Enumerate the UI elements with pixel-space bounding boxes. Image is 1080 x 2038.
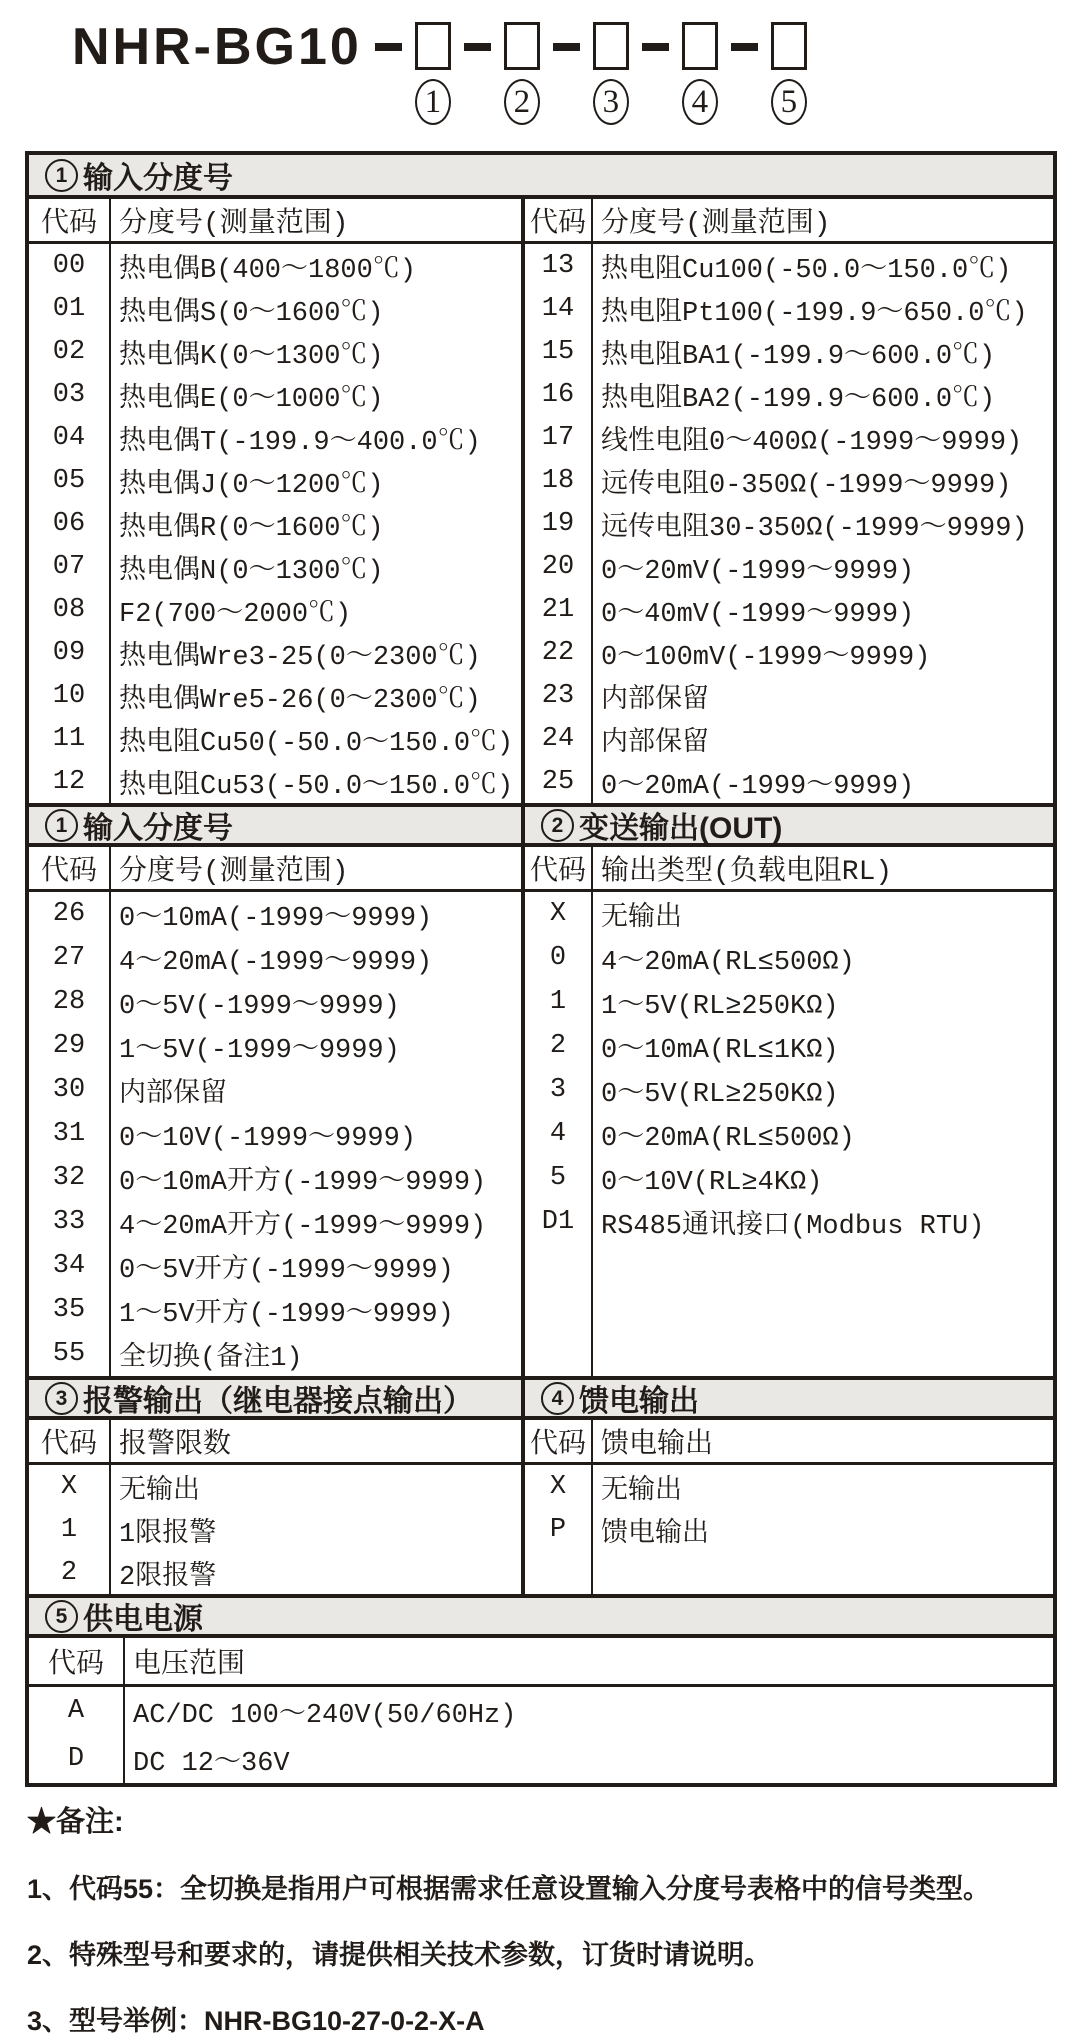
row-code: X bbox=[60, 1471, 78, 1502]
row-desc: DC 12～36V bbox=[133, 1749, 290, 1779]
model-slot-box bbox=[504, 22, 540, 70]
note-item: 1、代码55：全切换是指用户可根据需求任意设置输入分度号表格中的信号类型。 bbox=[27, 1874, 991, 1904]
row-desc: 0～100mV(-1999～9999) bbox=[601, 642, 931, 673]
table-row bbox=[29, 1112, 521, 1156]
row-desc: 热电偶S(0～1600℃) bbox=[119, 298, 384, 329]
row-code: 10 bbox=[52, 680, 86, 711]
row-code: 07 bbox=[52, 551, 86, 582]
model-slot-number: 1 bbox=[415, 79, 451, 125]
circled-number-icon: 1 bbox=[45, 159, 78, 192]
row-code: 35 bbox=[52, 1295, 86, 1325]
row-desc: 远传电阻30-350Ω(-1999～9999) bbox=[601, 513, 1028, 544]
row-desc: 热电阻BA1(-199.9～600.0℃) bbox=[601, 341, 996, 372]
table-row bbox=[525, 1156, 1053, 1200]
row-code: X bbox=[549, 899, 567, 929]
row-desc: 0～10V(-1999～9999) bbox=[119, 1124, 417, 1154]
row-code: 18 bbox=[541, 465, 575, 496]
table-row bbox=[525, 892, 1053, 936]
table-rows bbox=[525, 892, 1053, 1244]
model-slot-group bbox=[451, 22, 540, 125]
table-row bbox=[525, 545, 1053, 588]
section-bar-transmit-output bbox=[521, 803, 1053, 847]
row-desc: 0～5V开方(-1999～9999) bbox=[119, 1256, 454, 1286]
table-row bbox=[29, 459, 521, 502]
table-row bbox=[29, 1332, 521, 1376]
row-code: D1 bbox=[541, 1207, 575, 1237]
row-code: 16 bbox=[541, 379, 575, 410]
table-row bbox=[29, 892, 521, 936]
table-row bbox=[29, 1288, 521, 1332]
model-slot-group bbox=[629, 22, 718, 125]
row-code: 14 bbox=[541, 293, 575, 324]
table-row bbox=[29, 1068, 521, 1112]
column-header-range: 分度号(测量范围) bbox=[119, 857, 349, 888]
row-code: 0 bbox=[549, 943, 567, 973]
row-desc: 热电阻Cu100(-50.0～150.0℃) bbox=[601, 255, 1012, 286]
table-row bbox=[29, 1024, 521, 1068]
row-code: 09 bbox=[52, 637, 86, 668]
row-desc: 无输出 bbox=[601, 1476, 682, 1507]
circled-number-icon: 1 bbox=[45, 809, 78, 842]
row-code: 15 bbox=[541, 336, 575, 367]
row-desc: 远传电阻0-350Ω(-1999～9999) bbox=[601, 470, 1012, 501]
row-desc: 0～5V(RL≥250KΩ) bbox=[601, 1080, 839, 1110]
row-desc: 1～5V(RL≥250KΩ) bbox=[601, 992, 839, 1022]
model-slot-list bbox=[362, 22, 807, 125]
row-desc: 全切换(备注1) bbox=[119, 1344, 303, 1374]
remarks-list bbox=[27, 1867, 1080, 2038]
model-slot bbox=[415, 22, 451, 125]
section-alarm-and-feed-output bbox=[29, 1376, 1053, 1594]
table-row bbox=[29, 760, 521, 803]
row-code: 01 bbox=[52, 293, 86, 324]
transmit-output-table bbox=[521, 847, 1053, 1376]
section-input-division-1 bbox=[29, 155, 1053, 803]
row-desc: 1～5V开方(-1999～9999) bbox=[119, 1300, 454, 1330]
row-desc: 馈电输出 bbox=[601, 1519, 709, 1550]
section-columns bbox=[29, 1420, 1053, 1594]
row-code: 2 bbox=[549, 1031, 567, 1061]
dash-separator bbox=[375, 43, 402, 51]
table-row bbox=[29, 1735, 1053, 1783]
table-row bbox=[29, 1465, 521, 1508]
section-bar-input-division-2 bbox=[29, 803, 521, 847]
row-code: 34 bbox=[52, 1251, 86, 1281]
spec-table bbox=[25, 151, 1057, 1787]
table-rows bbox=[525, 244, 1053, 803]
section-bar-feed-output bbox=[521, 1376, 1053, 1420]
row-code: 31 bbox=[52, 1119, 86, 1149]
column-header-range: 分度号(测量范围) bbox=[119, 209, 349, 240]
column-header-output-type: 输出类型(负载电阻RL) bbox=[601, 857, 893, 888]
table-row bbox=[525, 717, 1053, 760]
section-columns bbox=[29, 847, 1053, 1376]
table-rows bbox=[29, 1687, 1053, 1783]
row-desc: 热电偶K(0～1300℃) bbox=[119, 341, 384, 372]
row-desc: 热电阻Pt100(-199.9～650.0℃) bbox=[601, 298, 1028, 329]
section-bar-input-division bbox=[29, 155, 1053, 199]
table-row bbox=[29, 330, 521, 373]
circled-number-icon: 4 bbox=[541, 1382, 574, 1415]
row-desc: 0～20mV(-1999～9999) bbox=[601, 556, 915, 587]
row-code: D bbox=[67, 1744, 85, 1774]
table-row bbox=[29, 545, 521, 588]
section-bar-row bbox=[29, 803, 1053, 847]
table-row bbox=[525, 287, 1053, 330]
table-row bbox=[525, 502, 1053, 545]
row-code: 29 bbox=[52, 1031, 86, 1061]
row-desc: 4～20mA(-1999～9999) bbox=[119, 948, 433, 978]
row-code: 30 bbox=[52, 1075, 86, 1105]
table-header-row bbox=[29, 1638, 1053, 1687]
column-header-code: 代码 bbox=[40, 209, 97, 240]
table-row bbox=[29, 1551, 521, 1594]
row-desc: AC/DC 100～240V(50/60Hz) bbox=[133, 1701, 517, 1731]
model-slot-group bbox=[718, 22, 807, 125]
column-header-alarm-limit: 报警限数 bbox=[119, 1430, 232, 1461]
table-row bbox=[29, 373, 521, 416]
input-division-right-table bbox=[521, 199, 1053, 803]
row-code: 5 bbox=[549, 1163, 567, 1193]
row-code: 21 bbox=[541, 594, 575, 625]
model-number-diagram bbox=[0, 0, 1080, 125]
table-row bbox=[29, 1156, 521, 1200]
row-desc: 热电阻Cu50(-50.0～150.0℃) bbox=[119, 728, 514, 759]
model-slot-number: 3 bbox=[593, 79, 629, 125]
table-rows bbox=[29, 892, 521, 1376]
model-slot bbox=[593, 22, 629, 125]
table-row bbox=[525, 1112, 1053, 1156]
row-code: 17 bbox=[541, 422, 575, 453]
row-desc: 0～5V(-1999～9999) bbox=[119, 992, 400, 1022]
model-slot-box bbox=[771, 22, 807, 70]
row-desc: 1～5V(-1999～9999) bbox=[119, 1036, 400, 1066]
table-row bbox=[29, 1508, 521, 1551]
row-desc: 内部保留 bbox=[119, 1080, 227, 1110]
row-code: 27 bbox=[52, 943, 86, 973]
row-code: 23 bbox=[541, 680, 575, 711]
column-header-feed-output: 馈电输出 bbox=[601, 1430, 714, 1461]
row-code: 20 bbox=[541, 551, 575, 582]
table-row bbox=[525, 980, 1053, 1024]
table-row bbox=[525, 1068, 1053, 1112]
table-row bbox=[29, 244, 521, 287]
row-desc: 0～20mA(RL≤500Ω) bbox=[601, 1124, 855, 1154]
section-bar-row bbox=[29, 1376, 1053, 1420]
row-code: 28 bbox=[52, 987, 86, 1017]
alarm-output-table bbox=[29, 1420, 521, 1594]
dash-separator bbox=[553, 43, 580, 51]
row-desc: 0～10V(RL≥4KΩ) bbox=[601, 1168, 823, 1198]
table-rows bbox=[525, 1465, 1053, 1551]
row-desc: 热电偶Wre5-26(0～2300℃) bbox=[119, 685, 481, 716]
table-row bbox=[525, 674, 1053, 717]
table-header-row bbox=[29, 847, 521, 892]
column-header-code: 代码 bbox=[40, 1430, 97, 1461]
input-division-left-table bbox=[29, 199, 521, 803]
column-header-code: 代码 bbox=[40, 857, 97, 888]
section-bar-label: 供电电源 bbox=[83, 1603, 203, 1636]
row-desc: 热电阻BA2(-199.9～600.0℃) bbox=[601, 384, 996, 415]
table-row bbox=[525, 588, 1053, 631]
row-code: 11 bbox=[52, 723, 86, 754]
row-code: P bbox=[549, 1514, 567, 1545]
table-header-row bbox=[29, 1420, 521, 1465]
section-input-division-2-and-output bbox=[29, 803, 1053, 1376]
table-row bbox=[29, 416, 521, 459]
row-desc: 0～40mV(-1999～9999) bbox=[601, 599, 915, 630]
table-row bbox=[525, 1200, 1053, 1244]
row-code: X bbox=[549, 1471, 567, 1502]
row-desc: 0～10mA(RL≤1KΩ) bbox=[601, 1036, 839, 1066]
row-desc: 0～20mA(-1999～9999) bbox=[601, 771, 915, 802]
model-slot-number: 4 bbox=[682, 79, 718, 125]
model-slot-group bbox=[540, 22, 629, 125]
row-desc: 热电阻Cu53(-50.0～150.0℃) bbox=[119, 771, 514, 802]
table-row bbox=[29, 717, 521, 760]
column-header-voltage-range: 电压范围 bbox=[133, 1650, 246, 1681]
table-row bbox=[525, 459, 1053, 502]
table-row bbox=[525, 1508, 1053, 1551]
model-slot-box bbox=[682, 22, 718, 70]
table-row bbox=[29, 287, 521, 330]
dash-separator bbox=[464, 43, 491, 51]
table-row bbox=[29, 980, 521, 1024]
table-row bbox=[525, 631, 1053, 674]
row-desc: 1限报警 bbox=[119, 1519, 217, 1550]
row-code: 03 bbox=[52, 379, 86, 410]
remarks-section bbox=[27, 1799, 1080, 2038]
column-header-code: 代码 bbox=[529, 1430, 586, 1461]
row-code: 26 bbox=[52, 899, 86, 929]
dash-separator bbox=[731, 43, 758, 51]
table-row bbox=[525, 330, 1053, 373]
row-code: 13 bbox=[541, 250, 575, 281]
row-code: 12 bbox=[52, 766, 86, 797]
row-code: 33 bbox=[52, 1207, 86, 1237]
table-row bbox=[29, 674, 521, 717]
column-header-code: 代码 bbox=[529, 857, 586, 888]
model-slot bbox=[682, 22, 718, 125]
row-code: 4 bbox=[549, 1119, 567, 1149]
circled-number-icon: 3 bbox=[45, 1382, 78, 1415]
section-power-supply bbox=[29, 1594, 1053, 1783]
table-row bbox=[525, 1465, 1053, 1508]
note-item: 3、型号举例：NHR-BG10-27-0-2-X-A bbox=[27, 2006, 485, 2036]
table-header-row bbox=[525, 847, 1053, 892]
section-bar-alarm-output bbox=[29, 1376, 521, 1420]
model-slot-number: 5 bbox=[771, 79, 807, 125]
row-code: 08 bbox=[52, 594, 86, 625]
section-bar-label: 馈电输出 bbox=[579, 1385, 699, 1418]
row-code: 04 bbox=[52, 422, 86, 453]
table-row bbox=[525, 244, 1053, 287]
row-desc: 2限报警 bbox=[119, 1562, 217, 1593]
row-desc: 0～10mA开方(-1999～9999) bbox=[119, 1168, 487, 1198]
table-row bbox=[29, 1200, 521, 1244]
circled-number-icon: 5 bbox=[45, 1600, 78, 1633]
table-row bbox=[29, 588, 521, 631]
row-desc: 热电偶J(0～1200℃) bbox=[119, 470, 384, 501]
row-code: 00 bbox=[52, 250, 86, 281]
row-desc: 4～20mA开方(-1999～9999) bbox=[119, 1212, 487, 1242]
row-code: 1 bbox=[60, 1514, 78, 1545]
model-slot-group bbox=[362, 22, 451, 125]
section-bar-label: 输入分度号 bbox=[83, 812, 233, 845]
section-bar-label: 变送输出(OUT) bbox=[579, 812, 783, 845]
table-row bbox=[29, 502, 521, 545]
table-header-row bbox=[525, 199, 1053, 244]
product-model-title: NHR-BG10 bbox=[72, 18, 362, 76]
column-header-code: 代码 bbox=[47, 1650, 104, 1681]
row-desc: 线性电阻0～400Ω(-1999～9999) bbox=[601, 427, 1023, 458]
row-desc: 热电偶E(0～1000℃) bbox=[119, 384, 384, 415]
row-desc: F2(700～2000℃) bbox=[119, 599, 352, 630]
row-code: 19 bbox=[541, 508, 575, 539]
model-slot bbox=[771, 22, 807, 125]
table-row bbox=[525, 373, 1053, 416]
section-bar-label: 输入分度号 bbox=[83, 162, 233, 195]
section-columns bbox=[29, 199, 1053, 803]
table-row bbox=[29, 1687, 1053, 1735]
row-desc: 热电偶T(-199.9～400.0℃) bbox=[119, 427, 481, 458]
row-code: 3 bbox=[549, 1075, 567, 1105]
model-slot bbox=[504, 22, 540, 125]
column-header-range: 分度号(测量范围) bbox=[601, 209, 831, 240]
table-row bbox=[29, 631, 521, 674]
table-row bbox=[29, 1244, 521, 1288]
row-desc: 4～20mA(RL≤500Ω) bbox=[601, 948, 855, 978]
row-code: 32 bbox=[52, 1163, 86, 1193]
row-code: 06 bbox=[52, 508, 86, 539]
row-code: A bbox=[67, 1696, 85, 1726]
row-code: 05 bbox=[52, 465, 86, 496]
row-code: 1 bbox=[549, 987, 567, 1017]
power-supply-table bbox=[29, 1638, 1053, 1783]
circled-number-icon: 2 bbox=[541, 809, 574, 842]
row-desc: 无输出 bbox=[119, 1476, 200, 1507]
input-division-2-table bbox=[29, 847, 521, 1376]
remarks-heading: ★备注: bbox=[27, 1806, 124, 1838]
row-desc: 内部保留 bbox=[601, 728, 709, 759]
feed-output-table bbox=[521, 1420, 1053, 1594]
row-desc: 0～10mA(-1999～9999) bbox=[119, 904, 433, 934]
table-row bbox=[29, 936, 521, 980]
note-item: 2、特殊型号和要求的，请提供相关技术参数，订货时请说明。 bbox=[27, 1940, 772, 1970]
section-bar-power-supply bbox=[29, 1594, 1053, 1638]
row-desc: 热电偶N(0～1300℃) bbox=[119, 556, 384, 587]
row-desc: 热电偶Wre3-25(0～2300℃) bbox=[119, 642, 481, 673]
model-slot-box bbox=[415, 22, 451, 70]
model-slot-number: 2 bbox=[504, 79, 540, 125]
table-header-row bbox=[29, 199, 521, 244]
row-desc: RS485通讯接口(Modbus RTU) bbox=[601, 1212, 985, 1242]
table-header-row bbox=[525, 1420, 1053, 1465]
row-code: 22 bbox=[541, 637, 575, 668]
row-code: 25 bbox=[541, 766, 575, 797]
table-rows bbox=[29, 1465, 521, 1594]
table-row bbox=[525, 1024, 1053, 1068]
section-bar-label: 报警输出（继电器接点输出） bbox=[83, 1385, 473, 1418]
row-desc: 无输出 bbox=[601, 904, 682, 934]
row-code: 02 bbox=[52, 336, 86, 367]
table-row bbox=[525, 936, 1053, 980]
table-row bbox=[525, 416, 1053, 459]
table-rows bbox=[29, 244, 521, 803]
row-desc: 热电偶R(0～1600℃) bbox=[119, 513, 384, 544]
row-desc: 热电偶B(400～1800℃) bbox=[119, 255, 417, 286]
table-row bbox=[525, 760, 1053, 803]
row-code: 55 bbox=[52, 1339, 86, 1369]
row-code: 2 bbox=[60, 1557, 78, 1588]
dash-separator bbox=[642, 43, 669, 51]
row-desc: 内部保留 bbox=[601, 685, 709, 716]
model-slot-box bbox=[593, 22, 629, 70]
column-header-code: 代码 bbox=[529, 209, 586, 240]
row-code: 24 bbox=[541, 723, 575, 754]
